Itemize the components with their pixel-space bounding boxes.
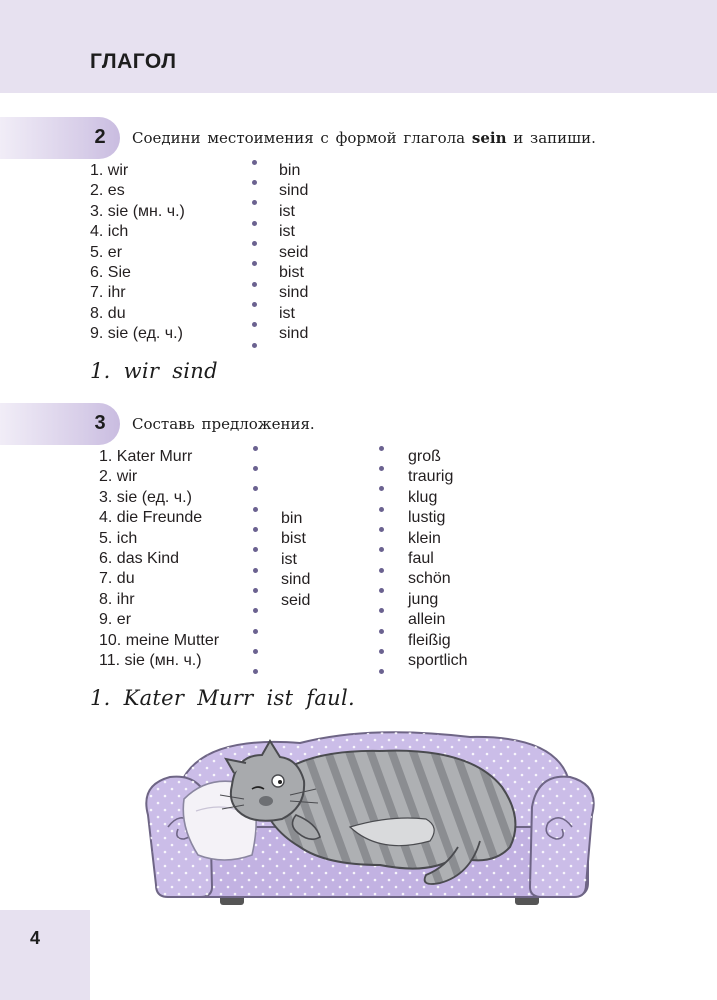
exercise-3-number: 3	[94, 412, 106, 434]
match-dot	[252, 200, 257, 205]
adjective-item: groß	[408, 448, 441, 465]
verb-item: bin	[279, 162, 301, 179]
match-dot	[252, 302, 257, 307]
instruction-keyword: sein	[471, 129, 507, 147]
match-dot	[253, 608, 258, 613]
adjective-item: fleißig	[408, 631, 451, 649]
adjective-item: klug	[408, 488, 438, 506]
pronoun-item: 8. du	[90, 304, 126, 322]
exercise-2-verb-list	[279, 161, 308, 345]
exercise-3-verb-list	[281, 509, 310, 611]
match-dot	[252, 160, 257, 165]
verb-item: bin	[281, 510, 303, 527]
match-dot	[379, 466, 384, 471]
exercise-3-subject-list	[99, 447, 219, 671]
subject-item: 7. du	[99, 570, 135, 588]
adjective-item: traurig	[408, 468, 454, 486]
verb-item: seid	[279, 243, 309, 261]
match-dot	[253, 649, 258, 654]
subject-item: 4. die Freunde	[99, 509, 203, 527]
verb-item: sind	[281, 571, 311, 589]
exercise-3-example-answer: 1. Kater Murr ist faul.	[90, 686, 355, 710]
match-dot	[379, 588, 384, 593]
match-dot	[252, 221, 257, 226]
match-dot	[253, 568, 258, 573]
match-dot	[253, 527, 258, 532]
exercise-3-adjective-list	[408, 447, 468, 671]
match-dot	[252, 282, 257, 287]
exercise-3-instruction: Составь предложения.	[132, 415, 315, 433]
match-dot	[253, 669, 258, 674]
page-title: ГЛАГОЛ	[90, 50, 177, 73]
verb-item: ist	[279, 202, 295, 220]
page-number: 4	[30, 928, 41, 948]
instruction-text: и запиши.	[513, 129, 596, 147]
verb-item: ist	[281, 550, 297, 568]
exercise-2-pronoun-list	[90, 161, 185, 345]
match-dot	[253, 446, 258, 451]
match-dot	[379, 507, 384, 512]
verb-item: sind	[279, 182, 309, 200]
match-dot	[252, 322, 257, 327]
match-dot	[253, 547, 258, 552]
header-band	[0, 0, 717, 93]
adjective-item: jung	[408, 590, 439, 608]
verb-item: bist	[279, 263, 304, 281]
adjective-item: sportlich	[408, 651, 468, 669]
pronoun-item: 2. es	[90, 182, 125, 200]
adjective-item: faul	[408, 549, 434, 567]
match-dot	[253, 486, 258, 491]
exercise-2-number: 2	[94, 126, 106, 148]
subject-item: 3. sie (ед. ч.)	[99, 488, 192, 506]
match-dot	[379, 446, 384, 451]
pronoun-item: 4. ich	[90, 223, 129, 241]
subject-item: 2. wir	[99, 468, 138, 486]
subject-item: 6. das Kind	[99, 549, 180, 567]
match-dot	[379, 649, 384, 654]
match-dot	[379, 527, 384, 532]
verb-item: ist	[279, 304, 295, 322]
cat-on-sofa-illustration	[140, 715, 600, 915]
verb-item: seid	[281, 591, 311, 609]
match-dot	[252, 241, 257, 246]
subject-item: 5. ich	[99, 529, 138, 547]
exercise-2-instruction	[132, 129, 596, 147]
match-dot	[252, 343, 257, 348]
adjective-item: allein	[408, 611, 446, 629]
match-dot	[253, 466, 258, 471]
match-dot	[379, 486, 384, 491]
match-dot	[379, 669, 384, 674]
pronoun-item: 9. sie (ед. ч.)	[90, 325, 183, 343]
instruction-text: Соедини местоимения с формой глагола	[132, 129, 466, 147]
adjective-item: schön	[408, 570, 451, 588]
verb-item: sind	[279, 325, 309, 343]
verb-item: sind	[279, 284, 309, 302]
subject-item: 8. ihr	[99, 590, 135, 608]
pronoun-item: 6. Sie	[90, 263, 131, 281]
subject-item: 10. meine Mutter	[99, 631, 220, 649]
match-dot	[379, 547, 384, 552]
adjective-item: klein	[408, 529, 441, 547]
pronoun-item: 1. wir	[90, 162, 129, 179]
pronoun-item: 5. er	[90, 243, 123, 261]
footer-band	[0, 910, 90, 1000]
match-dot	[253, 507, 258, 512]
match-dot	[379, 608, 384, 613]
subject-item: 9. er	[99, 611, 132, 629]
adjective-item: lustig	[408, 509, 446, 527]
pronoun-item: 7. ihr	[90, 284, 126, 302]
match-dot	[379, 629, 384, 634]
match-dot	[252, 180, 257, 185]
subject-item: 11. sie (мн. ч.)	[99, 651, 202, 669]
match-dot	[252, 261, 257, 266]
match-dot	[253, 588, 258, 593]
match-dot	[253, 629, 258, 634]
verb-item: bist	[281, 530, 306, 548]
subject-item: 1. Kater Murr	[99, 448, 193, 465]
verb-item: ist	[279, 223, 295, 241]
exercise-2-example-answer: 1. wir sind	[90, 359, 218, 383]
match-dot	[379, 568, 384, 573]
pronoun-item: 3. sie (мн. ч.)	[90, 202, 185, 220]
